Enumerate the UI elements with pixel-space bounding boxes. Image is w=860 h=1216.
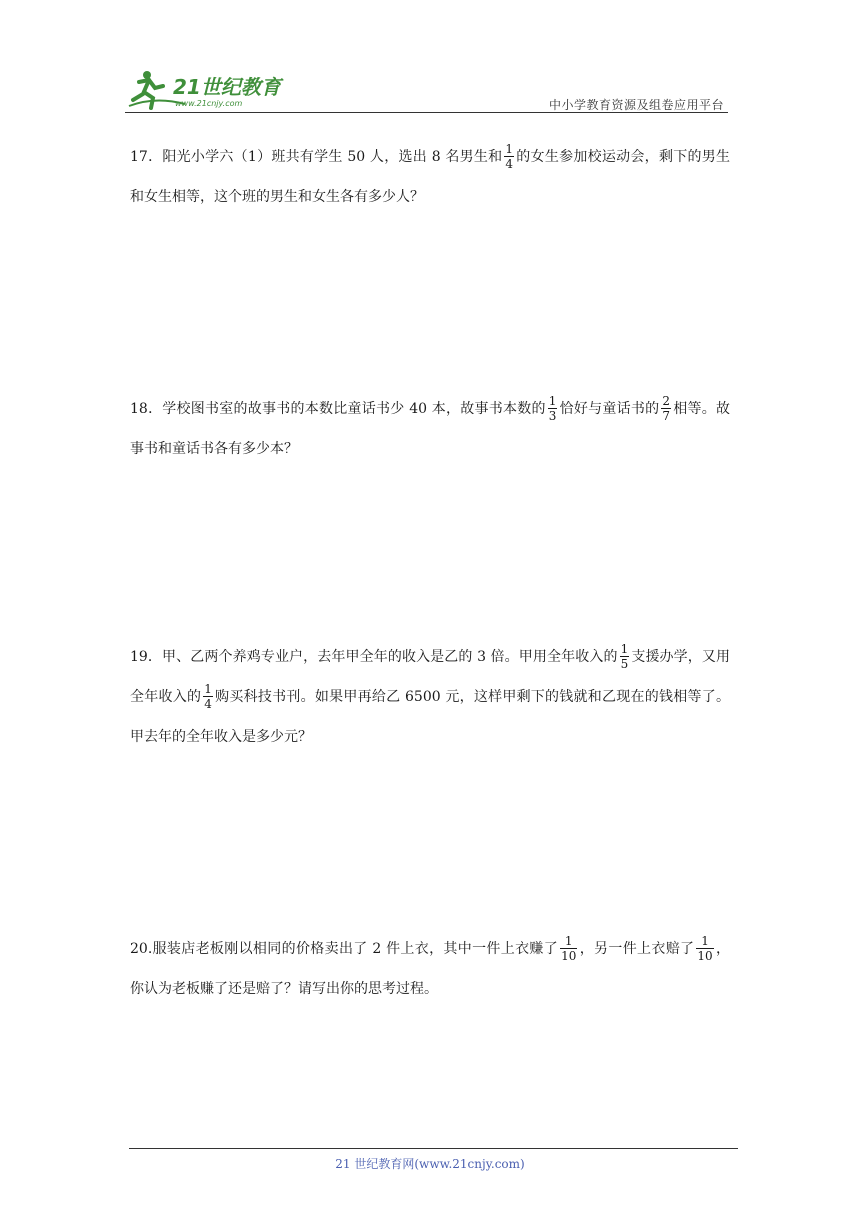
question-text: 19．甲、乙两个养鸡专业户，去年甲全年的收入是乙的 3 倍。甲用全年收入的 — [130, 649, 618, 665]
question-text: ，你认为老板赚了还是赔了？请写出你的思考过程。 — [130, 941, 731, 997]
fraction: $\frac{1}{4}$ — [505, 141, 514, 171]
question-text: 恰好与童话书的 — [559, 401, 660, 417]
question-text: 相等。故事书和童话书各有多少本？ — [130, 401, 731, 457]
question-text: 18．学校图书室的故事书的本数比童话书少 40 本，故事书本数的 — [130, 401, 546, 417]
logo-url-text: www.21cnjy.com — [175, 99, 243, 108]
page-header — [125, 66, 728, 112]
question-18 — [130, 389, 730, 469]
header-divider — [125, 112, 728, 113]
runner-logo-icon — [125, 66, 295, 112]
fraction: $\frac{2}{7}$ — [662, 393, 671, 423]
question-text: 的女生参加校运动会，剩下的男生和女生相等，这个班的男生和女生各有多少人？ — [130, 149, 730, 205]
question-17 — [130, 137, 730, 217]
question-text: 支援办学，又用全年收入的 — [130, 649, 731, 705]
fraction: $\frac{1}{10}$ — [697, 933, 713, 963]
fraction: $\frac{1}{3}$ — [548, 393, 557, 423]
fraction: $\frac{1}{10}$ — [561, 933, 577, 963]
question-text: 20.服装店老板刚以相同的价格卖出了 2 件上衣，其中一件上衣赚了 — [130, 941, 559, 957]
logo-text: 21世纪教育 — [173, 75, 281, 99]
question-text: 购买科技书刊。如果甲再给乙 6500 元，这样甲剩下的钱就和乙现在的钱相等了。甲去年的全年收入是多少元？ — [130, 689, 731, 745]
question-text: 17．阳光小学六（1）班共有学生 50 人，选出 8 名男生和 — [130, 149, 503, 165]
question-text: ，另一件上衣赔了 — [579, 941, 695, 957]
fraction: $\frac{1}{5}$ — [620, 641, 629, 671]
question-19 — [130, 637, 730, 757]
footer-link[interactable]: 21 世纪教育网(www.21cnjy.com) — [335, 1157, 525, 1171]
platform-name: 中小学教育资源及组卷应用平台 — [548, 98, 724, 112]
fraction: $\frac{1}{4}$ — [204, 681, 212, 711]
logo — [125, 66, 295, 112]
question-20 — [130, 929, 730, 1009]
footer-divider — [129, 1148, 738, 1149]
